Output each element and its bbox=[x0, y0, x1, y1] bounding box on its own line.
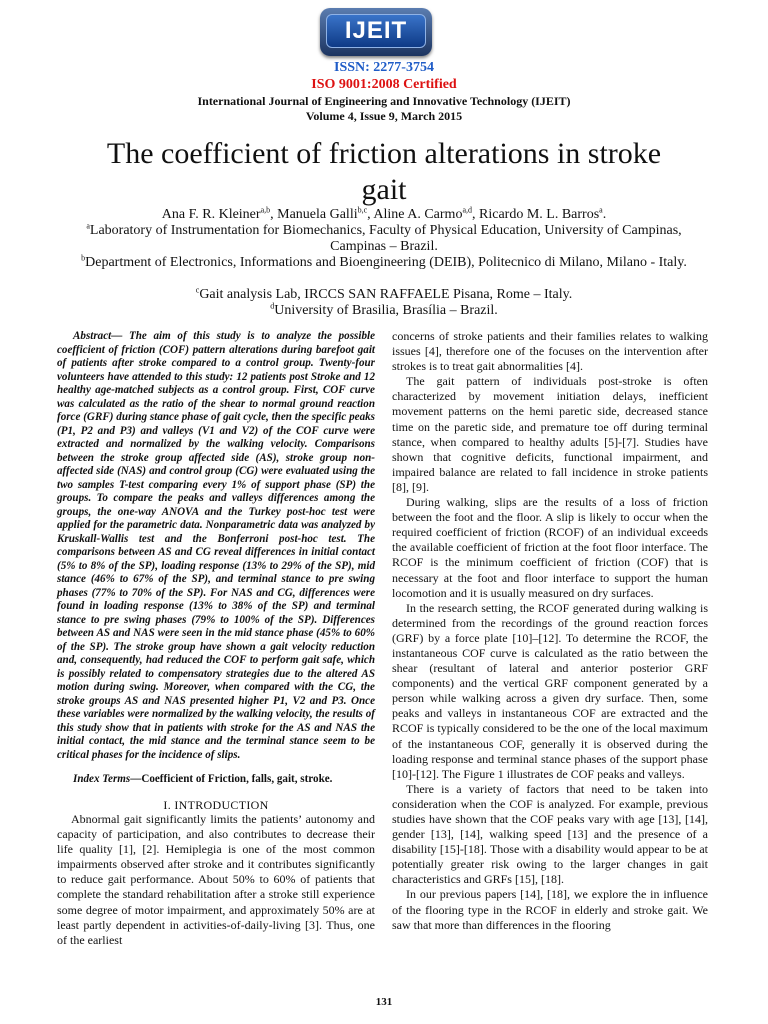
intro-left-text bbox=[57, 812, 375, 948]
affil-marker: d bbox=[270, 301, 275, 311]
affiliation-c bbox=[75, 287, 693, 303]
abstract bbox=[57, 330, 375, 762]
paper-title bbox=[60, 136, 708, 208]
paragraph: During walking, slips are the results of a loss of friction between the foot and the floor. A slip is likely to occur when the required coefficient of friction (RCOF) of an individual exceeds the available coefficient of friction at the foot floor interface. The RCOF is the minimum coefficient of friction (COF) that is necessary at the foot and floor interface to support the human locomotion and it is usually measured on dry surfaces. bbox=[392, 495, 708, 600]
affil-text: Laboratory of Instrumentation for Biomechanics, Faculty of Physical Education, University of Campinas, Campinas – Brazil. bbox=[89, 223, 682, 254]
logo-text: IJEIT bbox=[344, 17, 408, 44]
affil-marker: c bbox=[195, 285, 200, 295]
author-separator: , bbox=[270, 207, 278, 222]
journal-logo bbox=[320, 8, 432, 58]
author-affil-marker: a,b bbox=[260, 205, 271, 215]
paragraph: The gait pattern of individuals post-stroke is often characterized by movement initiation delays, inefficient movement patterns on the hemi paretic side, decreased stance time on the paretic side, and premature toe off during terminal stance, when compared to healthy adults [5]-[7]. Studies have shown that cognitive deficits, functional impairment, and impaired balance are related to fall incidence in stroke patients [8], [9]. bbox=[392, 374, 708, 494]
affiliation-b bbox=[75, 255, 693, 271]
affil-text: Gait analysis Lab, IRCCS SAN RAFFAELE Pisana, Rome – Italy. bbox=[199, 287, 573, 302]
iso-certification: ISO 9001:2008 Certified bbox=[311, 77, 457, 92]
abstract-text: — The aim of this study is to analyze the possible coefficient of friction (COF) pattern alterations during barefoot gait of patients after stroke compared to a control group. Twenty-four volunteers have attended to this study: 12 patients post Stroke and 12 healthy age-matched subjects as a control group. First, COF curve was calculated as the ratio of the shear to normal ground reaction force (GRF) during stance phase of gait cycle, then the specific peaks (P1, P2 and P3) and valleys (V1 and V2) of the COF curve were extracted and normalized by the walking velocity. Comparisons between the stroke group affected side (AS), stroke group non-affected side (NAS) and control group (CG) were evaluated using the two samples T-test comparing every 1% of support phase (SP) the groups. To compare the peaks and valleys differences among the groups, the one-way ANOVA and the Turkey post-hoc test were applied for the parametric data. Nonparametric data was analyzed by Kruskall-Wallis test and the Bonferroni post-hoc test. The comparisons between AS and CG reveal differences in initial contact (5% to 8% of the SP), loading response (13% to 29% of the SP), mid stance (46% to 67% of the SP), and terminal stance to pre swing phases (77% to 70% of the SP). For NAS and CG, differences were found in loading response (13% to 38% of the SP) and terminal stance to pre swing phases (79% to 100% of the SP). Differences between AS and NAS were seen in the mid stance phase (45% to 60% of the SP). The stroke group have shown a gait velocity reduction and, consequently, had reduced the COF to perform gait safe, which is possibly related to compensatory strategies due to the altered AS motion during swing. Moreover, when compared with the CG, the stroke groups AS and NAS presented higher P1, V2 and P3. Once these variables were normalized by the walking velocity, the results of this study show that in patients with stroke for the AS and NAS the initial contact, the mid stance and the terminal stance seem to be critical phases for the incidence of slips. bbox=[57, 330, 375, 761]
author-separator: , bbox=[472, 207, 480, 222]
left-column bbox=[57, 330, 375, 948]
affil-marker: b bbox=[81, 253, 86, 263]
author-affil-marker: b,c bbox=[357, 205, 368, 215]
index-terms-text: —Coefficient of Friction, falls, gait, stroke. bbox=[130, 773, 333, 785]
page-number: 131 bbox=[375, 996, 393, 1008]
author-affil-marker: a bbox=[599, 205, 603, 215]
volume-issue: Volume 4, Issue 9, March 2015 bbox=[305, 109, 463, 123]
affil-text: University of Brasilia, Brasília – Brazil. bbox=[274, 303, 498, 318]
author-separator: , bbox=[367, 207, 374, 222]
author-affil-marker: a,d bbox=[462, 205, 473, 215]
author-name: Ricardo M. L. Barros bbox=[479, 207, 600, 222]
affil-marker: a bbox=[86, 221, 90, 231]
author-name: Ana F. R. Kleiner bbox=[161, 207, 261, 222]
paragraph: concerns of stroke patients and their families relates to walking issues [4], therefore one of the focuses on the intervention after strokes is to treat gait abnormalities [4]. bbox=[392, 329, 708, 374]
journal-name: International Journal of Engineering and Innovative Technology (IJEIT) bbox=[197, 94, 571, 108]
affiliation-a bbox=[75, 223, 693, 255]
author-separator: . bbox=[602, 207, 607, 222]
logo-badge bbox=[320, 8, 432, 56]
right-column bbox=[392, 329, 708, 933]
paragraph: There is a variety of factors that need to be taken into consideration when the COF is analyzed. For example, previous studies have shown that the COF peaks vary with age [13], [14], gender [13], [14], walking speed [13] and the presence of a disability [15]-[18]. Those with a disability would appear to be at potentially greater risk owing to the larger changes in gait characteristics and GRFs [15], [18]. bbox=[392, 781, 708, 887]
issn-line: ISSN: 2277-3754 bbox=[334, 60, 434, 75]
index-terms bbox=[57, 773, 375, 787]
title-line-2: gait bbox=[361, 173, 407, 206]
author-list bbox=[60, 207, 708, 223]
index-terms-label: Index Terms bbox=[73, 773, 131, 785]
affil-text: Department of Electronics, Informations and Bioengineering (DEIB), Politecnico di Milano, Milano - Italy. bbox=[85, 255, 687, 270]
author-name: Manuela Galli bbox=[277, 207, 358, 222]
paragraph: Abnormal gait significantly limits the patients’ autonomy and capacity of participation, and also contributes to decrease their life quality [1], [2]. Hemiplegia is one of the most common impairments observed after stroke and it contributes significantly to reduce gait performance. About 50% to 60% of patients that complete the standard rehabilitation after a stroke still experience some degree of motor impairment, and approximately 50% are at least partly dependent in activities-of-daily-living [3]. Thus, one of the earliest bbox=[57, 812, 375, 947]
section-heading-introduction: I. INTRODUCTION bbox=[163, 797, 269, 812]
paragraph: In our previous papers [14], [18], we explore the in influence of the flooring type in the RCOF in elderly and stroke gait. We saw that more than differences in the flooring bbox=[392, 887, 708, 932]
author-name: Aline A. Carmo bbox=[373, 207, 463, 222]
affiliation-d bbox=[75, 303, 693, 319]
title-line-1: The coefficient of friction alterations in stroke bbox=[106, 137, 662, 170]
abstract-label: Abstract bbox=[73, 330, 112, 342]
logo-inner bbox=[326, 14, 426, 48]
paragraph: In the research setting, the RCOF generated during walking is determined from the recordings of the ground reaction forces (GRF) by a force plate [10]–[12]. To determine the RCOF, the instantaneous COF curve is calculated as the ratio between the shear (resultant of lateral and anterior posterior GRF components) and the vertical GRF component generated by a person while walking across a given dry surface. Then, some peaks and valleys in instantaneous COF are extracted and the RCOF is typically considered to be the one of the local maximum of the instantaneous COF, generally it is observed during the loading response and terminal stance phases of the support phase [10]-[12]. The Figure 1 illustrates de COF peaks and valleys. bbox=[392, 600, 708, 781]
